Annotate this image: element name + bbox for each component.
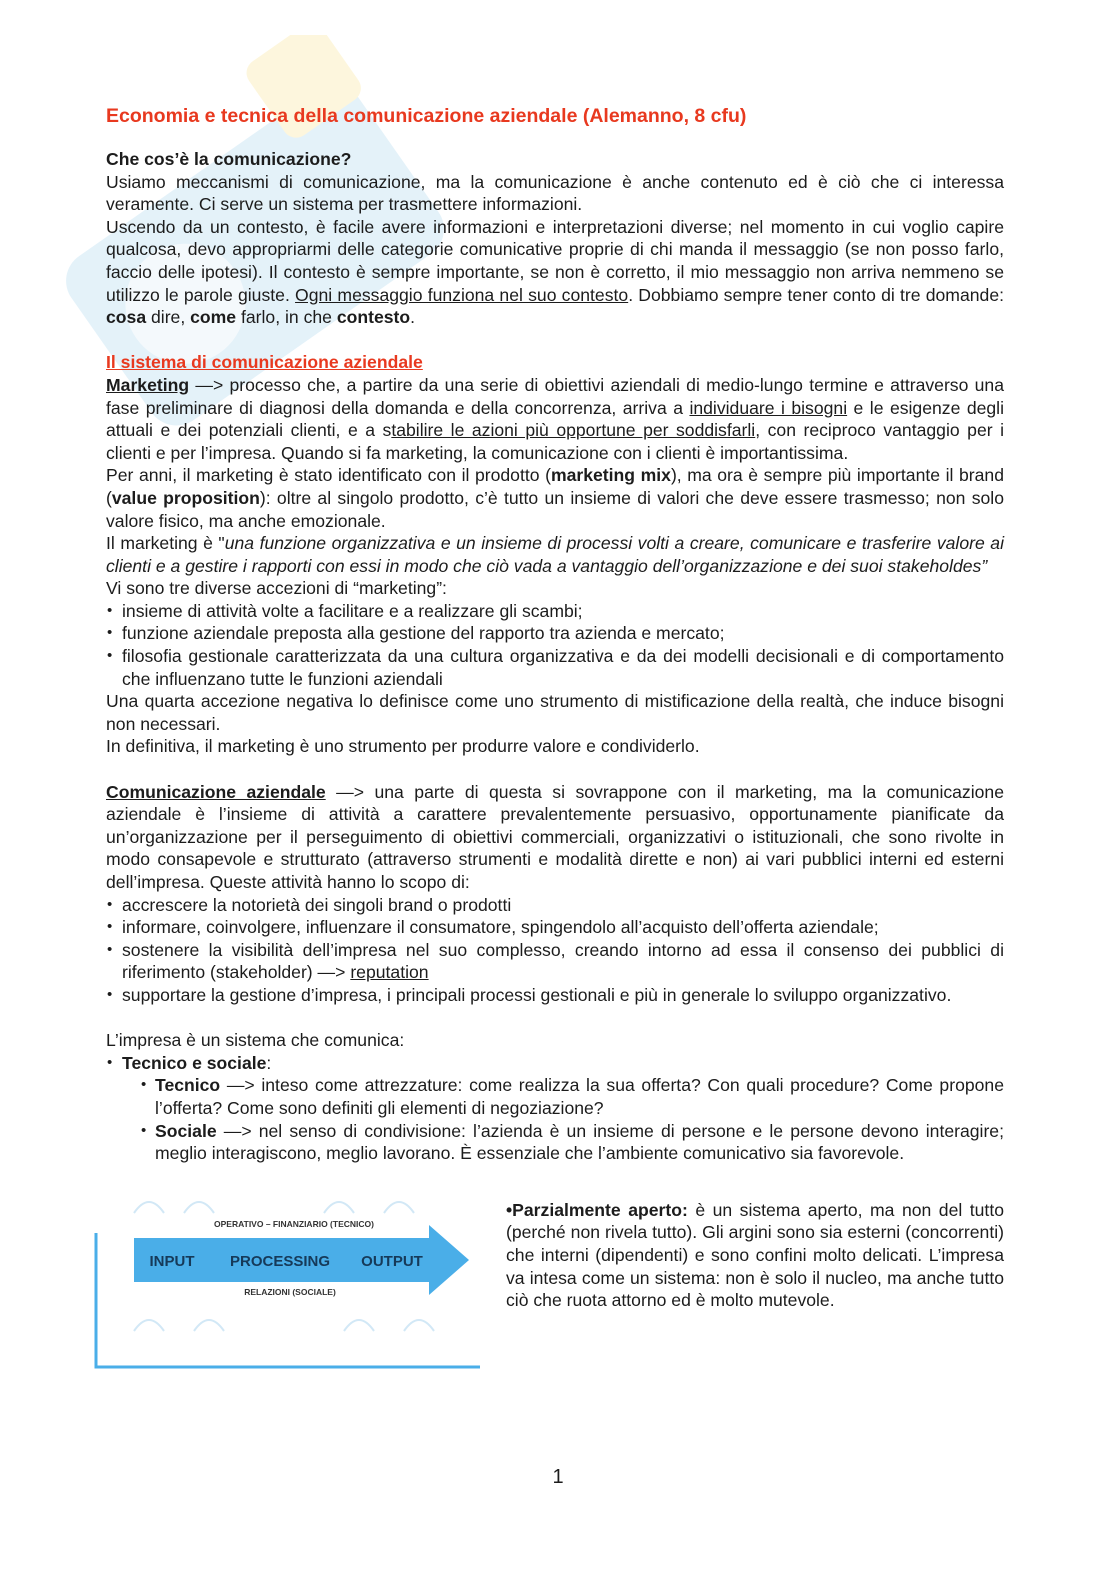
list-item: • Sociale —> nel senso di condivisione: l’azienda è un insieme di persone e le persone devono interagire; meglio interagiscono, meglio lavorano. È essenziale che l’ambiente comunicativo sia favorevole. — [106, 1120, 1004, 1165]
figure-row — [106, 1191, 1004, 1401]
document-title: Economia e tecnica della comunicazione aziendale (Alemanno, 8 cfu) — [106, 105, 747, 127]
list-item: • insieme di attività volte a facilitare e a realizzare gli scambi; — [106, 600, 1004, 623]
diagram-input-label: INPUT — [149, 1252, 195, 1270]
scopi-list — [106, 894, 1004, 1007]
paragraph-parzialmente-aperto: •Parzialmente aperto: è un sistema aperto, ma non del tutto (perché non rivela tutto). Gli argini sono sia esterni (concorrenti) che interni (dipendenti) e sono confini molto delicati. L’impresa va intesa come un sistema: non è solo il nucleo, ma anche tutto ciò che ruota attorno ed è molto mutevole. — [506, 1199, 1004, 1311]
paragraph-comunicazione-aziendale: Comunicazione aziendale —> una parte di questa si sovrappone con il marketing, ma la comunicazione aziendale è l’insieme di attività a carattere prevalentemente persuasivo, opportunamente pianificate da un’organizzazione per il perseguimento di obiettivi commerciali, organizzativi o istituzionali, che sono rivolte in modo consapevole e strutturato (attraverso strumenti e modalità dirette e non) ai vari pubblici interni ed esterni dell’impresa. Queste attività hanno lo scopo di: — [106, 781, 1004, 892]
list-item: • supportare la gestione d’impresa, i principali processi gestionali e più in generale lo sviluppo organizzativo. — [106, 984, 1004, 1007]
document-page — [106, 104, 1004, 1401]
paragraph-quote: Il marketing è "una funzione organizzativa e un insieme di processi volti a creare, comunicare e trasferire valore ai clienti e a gestire i rapporti con essi in modo che ciò vada a vantaggio dell’organizzazione e dei suoi stakeholdes” — [106, 533, 1004, 576]
list-item: • Tecnico e sociale: — [106, 1052, 1004, 1075]
paragraph: In definitiva, il marketing è uno strumento per produrre valore e condividerlo. — [106, 736, 700, 757]
paragraph-marketing: Marketing —> processo che, a partire da una serie di obiettivi aziendali di medio-lungo termine e attraverso una fase preliminare di diagnosi della domanda e della concorrenza, arriva a individuare i bisogni e le esigenze degli attuali e dei potenziali clienti, e a stabilire le azioni più opportune per soddisfarli, con reciproco vantaggio per i clienti e per l’impresa. Quando si fa marketing, la comunicazione con i clienti è importantissima. — [106, 374, 1004, 463]
list-item: • informare, coinvolgere, influenzare il consumatore, spingendolo all’acquisto dell’offerta aziendale; — [106, 916, 1004, 939]
accezioni-list — [106, 600, 1004, 690]
section-heading-comunicazione: Che cos’è la comunicazione? — [106, 149, 352, 169]
paragraph: Uscendo da un contesto, è facile avere informazioni e interpretazioni diverse; nel momento in cui voglio capire qualcosa, devo appropriarmi delle categorie comunicative proprie di chi manda il messaggio (se non posso farlo, faccio delle ipotesi). Il contesto è sempre importante, se non è corretto, il mio messaggio non arriva nemmeno se utilizzo le parole giuste. Ogni messaggio funziona nel suo contesto. Dobbiamo sempre tener conto di tre domande: cosa dire, come farlo, in che contesto. — [106, 216, 1004, 328]
paragraph: L’impresa è un sistema che comunica: — [106, 1030, 405, 1051]
sistema-list — [106, 1052, 1004, 1075]
paragraph: Usiamo meccanismi di comunicazione, ma la comunicazione è anche contenuto ed è ciò che ci interessa veramente. Ci serve un sistema per trasmettere informazioni. — [106, 171, 1004, 215]
diagram-processing-label: PROCESSING — [229, 1252, 331, 1270]
section-heading-sistema: Il sistema di comunicazione aziendale — [106, 352, 423, 373]
paragraph: Una quarta accezione negativa lo definisce come uno strumento di mistificazione della realtà, che induce bisogni non necessari. — [106, 691, 1004, 734]
input-processing-output-diagram — [94, 1191, 484, 1391]
diagram-output-label: OUTPUT — [361, 1252, 423, 1270]
diagram-bottom-label: RELAZIONI (SOCIALE) — [244, 1286, 336, 1297]
list-item: • filosofia gestionale caratterizzata da una cultura organizzativa e da dei modelli decisionali e di comportamento che influenzano tutte le funzioni aziendali — [106, 645, 1004, 690]
sistema-sublist — [106, 1074, 1004, 1164]
list-item: • Tecnico —> inteso come attrezzature: come realizza la sua offerta? Con quali procedure? Come propone l’offerta? Come sono definiti gli elementi di negoziazione? — [106, 1074, 1004, 1119]
diagram-top-label: OPERATIVO – FINANZIARIO (TECNICO) — [214, 1218, 374, 1229]
page-number: 1 — [552, 1466, 564, 1488]
list-item: • funzione aziendale preposta alla gestione del rapporto tra azienda e mercato; — [106, 622, 1004, 645]
list-item: • sostenere la visibilità dell’impresa nel suo complesso, creando intorno ad essa il consenso dei pubblici di riferimento (stakeholder) —> reputation — [106, 939, 1004, 984]
paragraph: Vi sono tre diverse accezioni di “marketing”: — [106, 578, 447, 599]
paragraph: Per anni, il marketing è stato identificato con il prodotto (marketing mix), ma ora è sempre più importante il brand (value proposition): oltre al singolo prodotto, c’è tutto un insieme di valori che deve essere trasmesso; non solo valore fisico, ma anche emozionale. — [106, 465, 1004, 531]
list-item: • accrescere la notorietà dei singoli brand o prodotti — [106, 894, 1004, 917]
